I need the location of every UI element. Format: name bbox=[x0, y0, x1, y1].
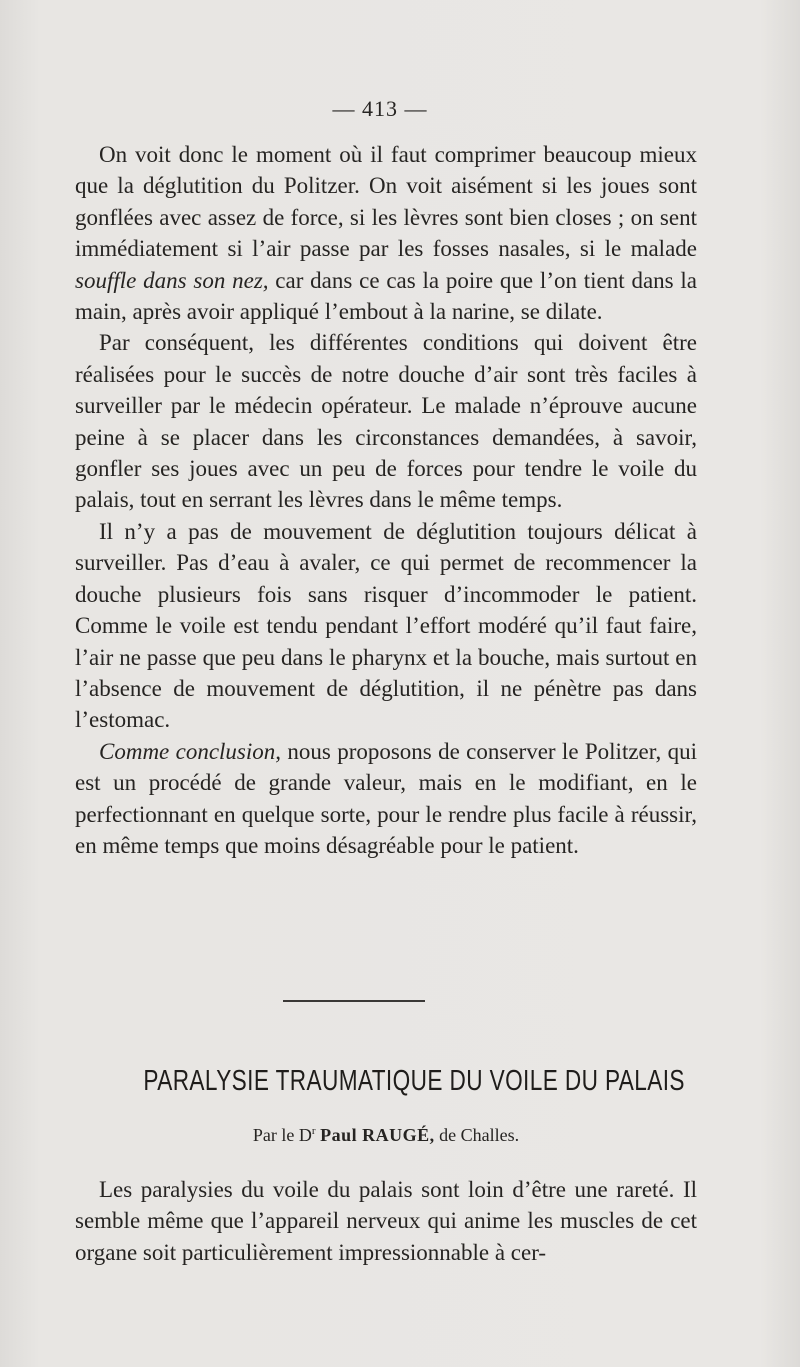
paragraph-1: On voit donc le moment où il faut comprimer beaucoup mieux que la déglutition du Politzer. On voit aisément si les joues sont gonflées avec assez de force, si les lèvres sont bien closes ; on sent immédiatement si l’air passe par les fosses nasales, si le malade souffle dans son nez, car dans ce cas la poire que l’on tient dans la main, après avoir appliqué l’embout à la narine, se dilate. bbox=[75, 142, 697, 325]
page-number: — 413 — bbox=[332, 96, 428, 121]
body-text bbox=[75, 139, 697, 861]
paragraph-4: Comme conclusion, nous proposons de conserver le Politzer, qui est un procédé de grande valeur, mais en le modifiant, en le perfectionnant en quelque sorte, pour le rendre plus facile à réussir, en même temps que moins désagréable pour le patient. bbox=[75, 738, 697, 858]
paragraph-2: Par conséquent, les différentes conditions qui doivent être réalisées pour le succès de notre douche d’air sont très faciles à surveiller par le médecin opérateur. Le malade n’éprouve aucune peine à se placer dans les circonstances demandées, à savoir, gonfler ses joues avec un peu de forces pour tendre le voile du palais, tout en serrant les lèvres dans le même temps. bbox=[75, 330, 697, 513]
paragraph-3: Il n’y a pas de mouvement de déglutition toujours délicat à surveiller. Pas d’eau à avaler, ce qui permet de recommencer la douche plusieurs fois sans risquer d’incommoder le patient. Comme le voile est tendu pendant l’effort modéré qu’il faut faire, l’air ne passe que peu dans le pharynx et la bouche, mais surtout en l’absence de mouvement de déglutition, il ne pénètre pas dans l’estomac. bbox=[75, 518, 697, 733]
article-title: PARALYSIE TRAUMATIQUE DU VOILE DU PALAIS bbox=[143, 1065, 685, 1097]
article-body bbox=[75, 1174, 697, 1268]
article-byline: Par le $D^r$ Paul RAUGÉ, de Challes. bbox=[252, 1125, 520, 1145]
section-divider bbox=[283, 1000, 425, 1002]
article-paragraph-1: Les paralysies du voile du palais sont loin d’être une rareté. Il semble même que l’appareil nerveux qui anime les muscles de cet organe soit particulièrement impressionnable à cer- bbox=[75, 1177, 697, 1265]
author-name: Paul RAUGÉ, bbox=[320, 1125, 435, 1145]
